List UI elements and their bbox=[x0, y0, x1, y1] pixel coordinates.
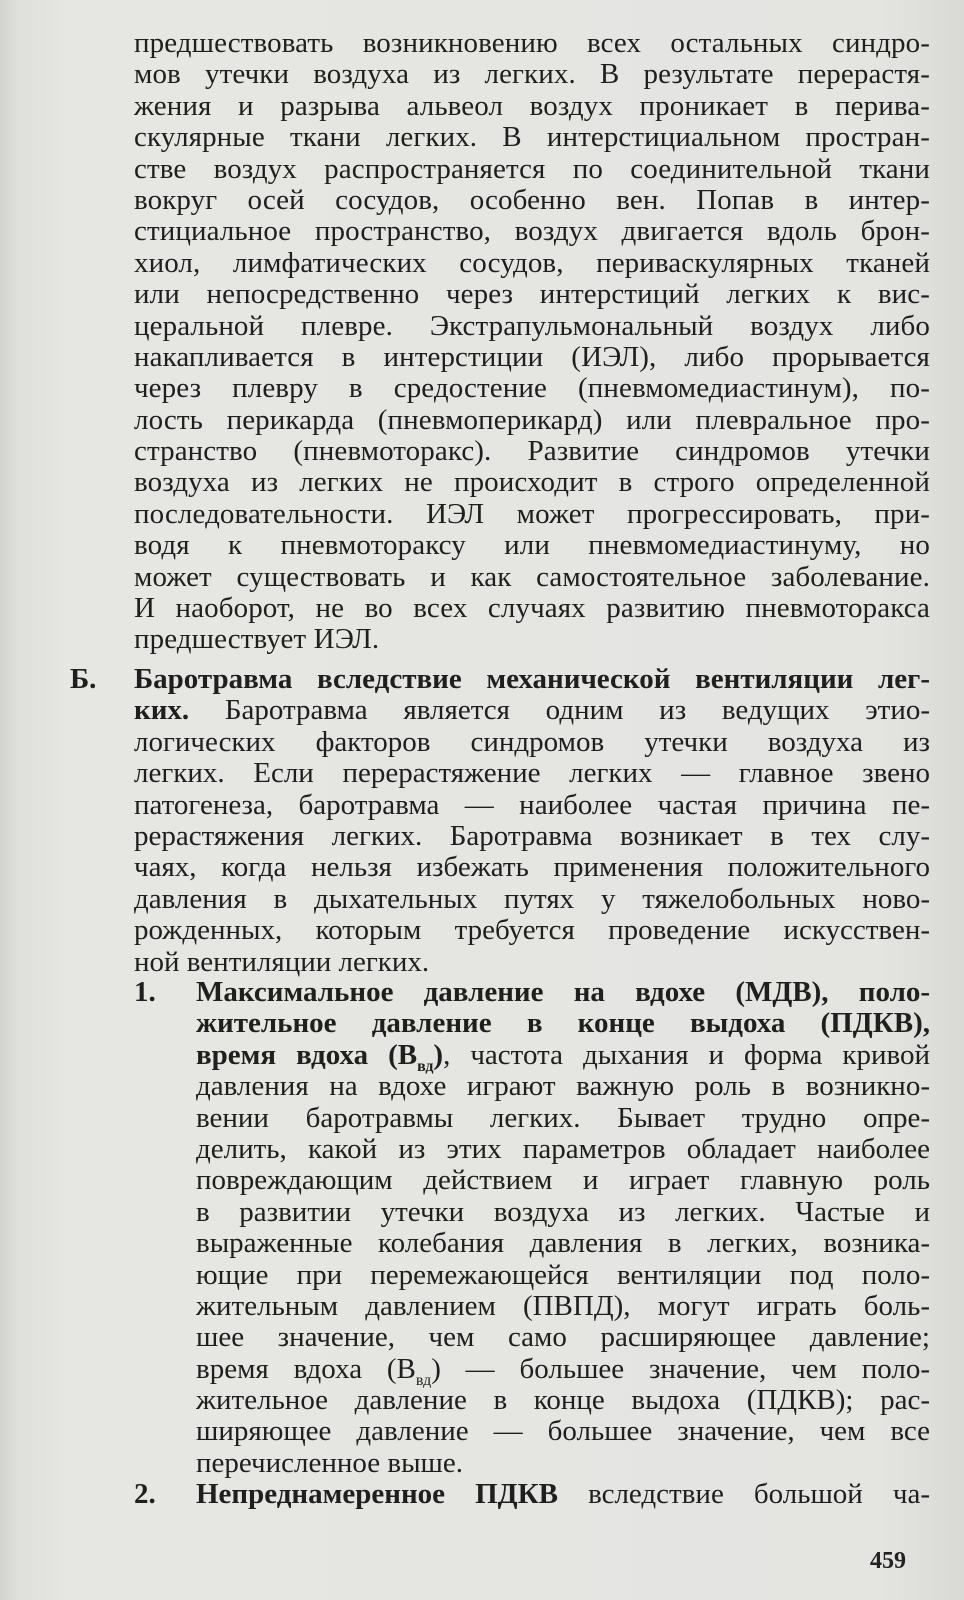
text-fragment: ) bbox=[433, 1038, 444, 1071]
text-fragment: Баротравма является одним из ведущих этио- bbox=[189, 694, 930, 727]
text-fragment: ) — большее значение, чем поло- bbox=[431, 1352, 930, 1385]
text-line: жительное давление в конце выдоха (ПДКВ), bbox=[196, 1007, 930, 1040]
text-line bbox=[196, 1479, 930, 1510]
text-line: хиол, лимфатических сосудов, периваскулярных тканей bbox=[134, 246, 930, 279]
text-line: перечисленное выше. bbox=[196, 1446, 464, 1479]
list-number: 1. bbox=[134, 976, 156, 1008]
text-fragment: время вдоха (В bbox=[196, 1352, 416, 1385]
text-fragment: Непреднамеренное ПДКВ bbox=[196, 1478, 558, 1511]
text-line: ной вентиляции легких. bbox=[134, 945, 430, 978]
text-line: последовательности. ИЭЛ может прогрессировать, при- bbox=[134, 497, 930, 530]
text-line: рерастяжения легких. Баротравма возникает в тех слу- bbox=[134, 819, 930, 852]
text-line: стициальное пространство, воздух двигается вдоль брон- bbox=[134, 215, 930, 248]
text-fragment: вследствие большой ча- bbox=[558, 1478, 930, 1511]
text-line: патогенеза, баротравма — наиболее частая причина пе- bbox=[134, 788, 930, 821]
text-line: делить, какой из этих параметров обладает наиболее bbox=[196, 1132, 930, 1165]
text-line bbox=[196, 1038, 931, 1075]
text-line: через плевру в средостение (пневмомедиастинум), по- bbox=[134, 372, 930, 405]
text-line: ющие при перемежающейся вентиляции под поло- bbox=[196, 1258, 930, 1291]
text-line: вокруг осей сосудов, особенно вен. Попав в интер- bbox=[134, 183, 930, 216]
page-number: 459 bbox=[870, 1548, 906, 1574]
text-line: жительное давление в конце выдоха (ПДКВ); рас- bbox=[196, 1384, 930, 1417]
text-fragment: время вдоха (В bbox=[196, 1038, 418, 1071]
text-line bbox=[196, 1352, 930, 1389]
text-line: лость перикарда (пневмоперикард) или плевральное про- bbox=[134, 403, 930, 436]
text-line: Максимальное давление на вдохе (МДВ), поло- bbox=[196, 976, 930, 1008]
subscript: вд bbox=[417, 1057, 434, 1075]
text-line: чаях, когда нельзя избежать применения положительного bbox=[134, 851, 930, 884]
list-number: 2. bbox=[134, 1478, 156, 1511]
numbered-list bbox=[134, 977, 930, 1511]
text-line: ширяющее давление — большее значение, чем все bbox=[196, 1415, 930, 1448]
text-line: церальной плевре. Экстрапульмональный воздух либо bbox=[134, 309, 930, 342]
text-line: или непосредственно через интерстиций легких к вис- bbox=[134, 278, 930, 311]
list-item bbox=[134, 1479, 930, 1510]
text-line: выраженные колебания давления в легких, возника- bbox=[196, 1227, 930, 1260]
text-line bbox=[134, 695, 930, 726]
list-item-body bbox=[196, 977, 930, 1479]
list-item bbox=[134, 977, 930, 1479]
text-line: воздуха из легких не происходит в строго определенной bbox=[134, 466, 930, 499]
text-line: И наоборот, не во всех случаях развитию пневмоторакса bbox=[134, 592, 930, 625]
section-b-body bbox=[134, 664, 930, 978]
text-fragment: , частота дыхания и форма кривой bbox=[443, 1038, 931, 1071]
intro-paragraph bbox=[134, 28, 930, 656]
text-line: в развитии утечки воздуха из легких. Частые и bbox=[196, 1195, 930, 1228]
text-line: рожденных, которым требуется проведение искусствен- bbox=[134, 914, 930, 947]
text-line: логических факторов синдромов утечки воздуха из bbox=[134, 725, 930, 758]
text-line: шее значение, чем само расширяющее давление; bbox=[196, 1321, 930, 1354]
text-line: предшествует ИЭЛ. bbox=[134, 623, 380, 656]
text-line: давления в дыхательных путях у тяжелобольных ново- bbox=[134, 882, 930, 915]
text-line: вении баротравмы легких. Бывает трудно опре- bbox=[196, 1101, 930, 1134]
text-line: повреждающим действием и играет главную роль bbox=[196, 1164, 930, 1197]
text-line: странство (пневмоторакс). Развитие синдромов утечки bbox=[134, 435, 930, 468]
section-heading-end: ких. bbox=[134, 694, 190, 727]
section-heading: Баротравма вследствие механической вентиляции лег- bbox=[134, 663, 930, 695]
list-item-body bbox=[196, 1479, 930, 1510]
text-line: жительным давлением (ПВПД), могут играть боль- bbox=[196, 1289, 930, 1322]
text-line: накапливается в интерстиции (ИЭЛ), либо прорывается bbox=[134, 340, 930, 373]
text-line: стве воздух распространяется по соединительной ткани bbox=[134, 152, 930, 185]
section-marker: Б. bbox=[70, 663, 97, 695]
text-line: жения и разрыва альвеол воздух проникает в перива- bbox=[134, 89, 930, 122]
text-line: предшествовать возникновению всех остальных синдро- bbox=[134, 27, 930, 59]
text-line: мов утечки воздуха из легких. В результате перерастя- bbox=[134, 58, 930, 91]
text-line: водя к пневмотораксу или пневмомедиастинуму, но bbox=[134, 529, 930, 562]
text-line: скулярные ткани легких. В интерстициальном простран- bbox=[134, 121, 930, 154]
text-line: может существовать и как самостоятельное заболевание. bbox=[134, 560, 930, 593]
text-line: давления на вдохе играют важную роль в возникно- bbox=[196, 1070, 930, 1103]
text-line: легких. Если перерастяжение легких — главное звено bbox=[134, 757, 930, 790]
subscript: вд bbox=[415, 1371, 432, 1389]
